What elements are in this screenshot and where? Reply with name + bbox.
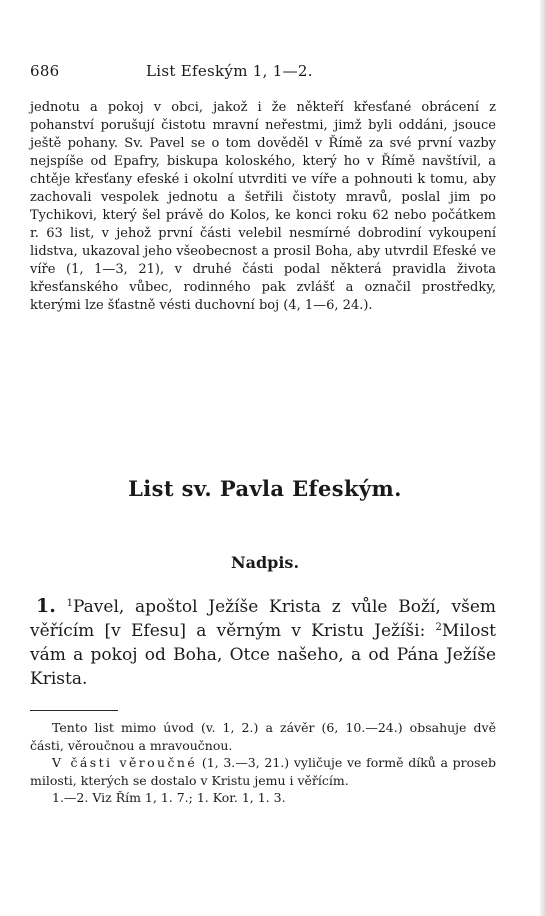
footnote-structure: Tento list mimo úvod (v. 1, 2.) a závěr (6, 10.—24.) obsahuje dvě části, věroučnou a mravoučnou.: [30, 720, 496, 753]
footnote-doctrinal-text: (1, 3.—3, 21.) vyličuje ve formě díků a proseb milosti, kterých se dostalo v Kristu jemu i věřícím.: [30, 755, 496, 788]
book-title: List sv. Pavla Efeským.: [128, 476, 402, 501]
section-heading: Nadpis.: [230, 553, 300, 572]
footnote-doctrinal-part: [30, 754, 496, 789]
footnotes: [30, 719, 496, 807]
verse-block: [30, 594, 496, 691]
footnote-cross-references: 1.—2. Viz Řím 1, 1. 7.; 1. Kor. 1, 1. 3.: [52, 790, 286, 805]
page-number: 686: [30, 62, 60, 80]
footnote-spaced-term: V části věroučné: [52, 755, 198, 770]
chapter-number: 1.: [36, 595, 56, 617]
verse-number-1: 1: [66, 598, 73, 609]
running-head: [30, 62, 500, 82]
page-edge-shadow: [540, 0, 546, 916]
intro-paragraph: jednotu a pokoj v obci, jakož i že někteří křesťané obrácení z pohanství porušují čistotu mravní neřestmi, jimž byli oddáni, jsouce ještě pohany. Sv. Pavel se o tom dověděl v Římě za své první vazby nejspíše od Epafry, biskupa koloského, který ho v Římě navštívil, a chtěje křesťany efeské i okolní utvrditi ve víře a pohnouti k tomu, aby zachovali vespolek jednotu a šetřili čistoty mravů, poslal jim po Tychikovi, který šel právě do Kolos, ke konci roku 62 nebo počátkem r. 63 list, v jehož první části velebil nesmírné dobrodiní vykoupení lidstva, ukazoval jeho všeobecnost a prosil Boha, aby utvrdil Efeské ve víře (1, 1—3, 21), v druhé části podal některá pravidla života křesťanského vůbec, rodinného pak zvlášť a označil prostředky, kterými lze šťastně vésti duchovní boj (4, 1—6, 24.).: [30, 100, 496, 313]
running-title: List Efeským 1, 1—2.: [146, 62, 313, 80]
verse-number-2: 2: [435, 622, 442, 633]
verse-1-text: Pavel, apoštol Ježíše Krista z vůle Boží, všem věřícím [v Efesu] a věrným v Kristu Ježíši:: [30, 597, 497, 641]
verse-2-text: Milost vám a pokoj od Boha, Otce našeho, a od Pána Ježíše Krista.: [30, 621, 496, 689]
footnote-divider: [30, 710, 118, 711]
